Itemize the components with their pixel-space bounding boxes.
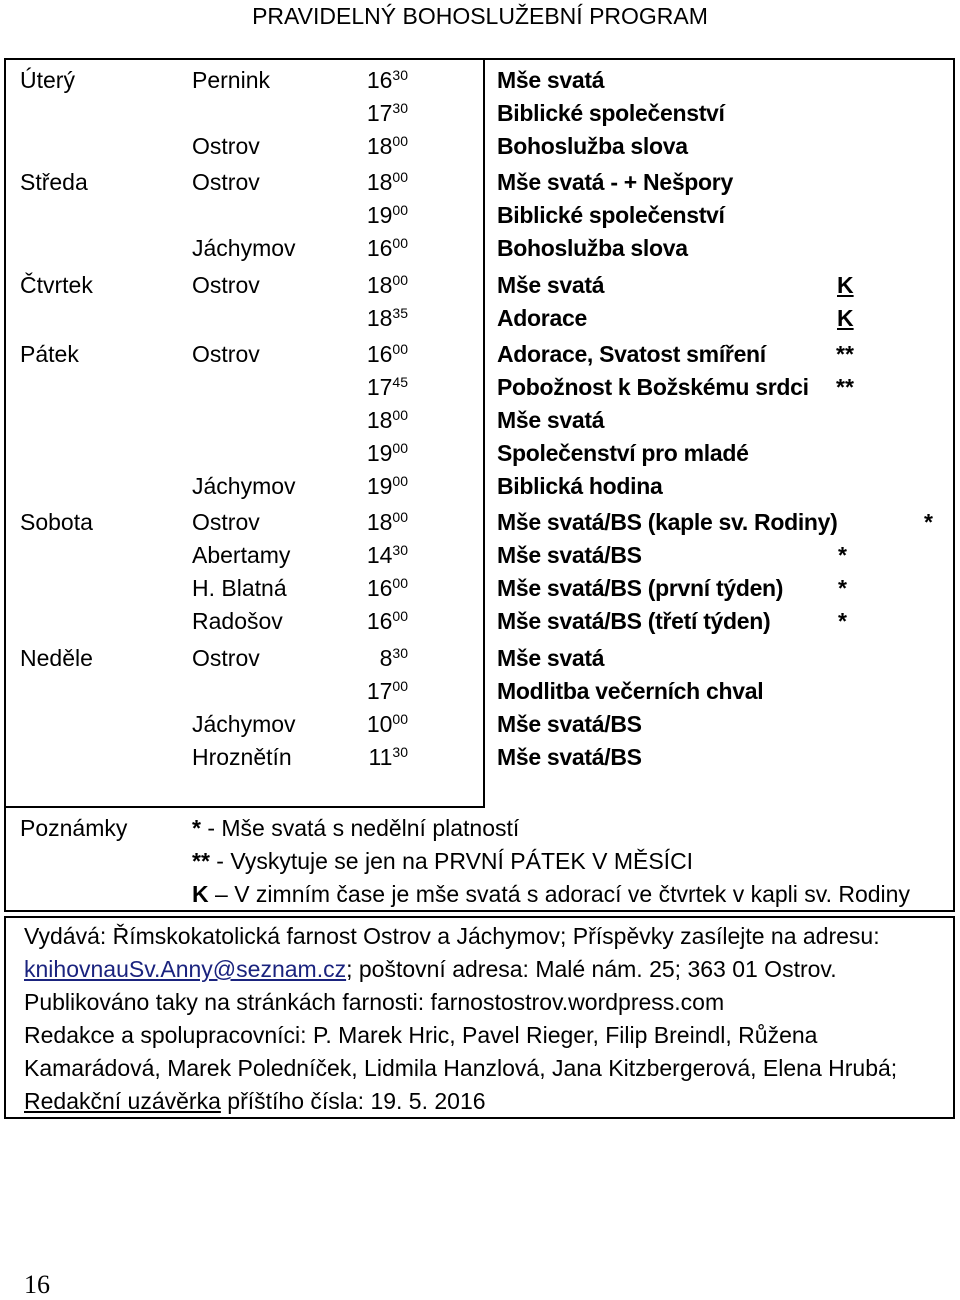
row-mark: **	[836, 341, 854, 367]
schedule-row	[0, 642, 960, 675]
row-place: Ostrov	[192, 272, 260, 298]
time-hour: 11	[368, 744, 393, 770]
row-event: Společenství pro mladé	[497, 440, 749, 466]
row-time	[0, 130, 408, 166]
schedule-row	[0, 199, 960, 232]
schedule-row	[0, 64, 960, 97]
note-line: K – V zimním čase je mše svatá s adorací ve čtvrtek v kapli sv. Rodiny	[192, 881, 910, 907]
time-hour: 8	[379, 645, 393, 671]
row-event: Biblické společenství	[497, 202, 725, 228]
time-minutes: 00	[392, 407, 408, 423]
schedule-row	[0, 741, 960, 774]
row-time	[0, 302, 408, 338]
row-event: Mše svatá	[497, 67, 605, 93]
time-minutes: 00	[392, 341, 408, 357]
time-hour: 14	[366, 542, 393, 568]
schedule-row	[0, 371, 960, 404]
deadline-label: Redakční uzávěrka	[24, 1088, 221, 1114]
time-minutes: 00	[392, 575, 408, 591]
row-mark: **	[836, 374, 854, 400]
time-minutes: 00	[392, 169, 408, 185]
notes-label: Poznámky	[20, 815, 128, 841]
row-event: Adorace	[497, 305, 587, 331]
row-mark: *	[838, 542, 847, 568]
time-hour: 18	[366, 169, 393, 195]
time-minutes: 35	[392, 305, 408, 321]
row-place: Radošov	[192, 608, 283, 634]
time-minutes: 00	[392, 272, 408, 288]
time-hour: 19	[366, 473, 393, 499]
row-place: Jáchymov	[192, 711, 296, 737]
schedule-row	[0, 470, 960, 503]
schedule-row	[0, 675, 960, 708]
row-time	[0, 371, 408, 407]
row-time	[0, 269, 408, 305]
time-minutes: 30	[392, 744, 408, 760]
row-time	[0, 572, 408, 608]
row-event: Biblické společenství	[497, 100, 725, 126]
row-day: Sobota	[20, 509, 93, 535]
time-minutes: 00	[392, 473, 408, 489]
row-event: Mše svatá/BS (první týden)	[497, 575, 784, 601]
row-day: Čtvrtek	[20, 272, 93, 298]
schedule-row	[0, 506, 960, 539]
row-event: Bohoslužba slova	[497, 133, 688, 159]
row-day: Středa	[20, 169, 88, 195]
row-place: Ostrov	[192, 341, 260, 367]
publisher-line: Redakce a spolupracovníci: P. Marek Hric, Pavel Rieger, Filip Breindl, Růžena	[24, 1022, 818, 1048]
row-place: Jáchymov	[192, 473, 296, 499]
time-minutes: 00	[392, 235, 408, 251]
row-event: Mše svatá/BS	[497, 744, 642, 770]
time-minutes: 45	[392, 374, 408, 390]
time-hour: 18	[366, 407, 393, 433]
time-hour: 17	[366, 678, 393, 704]
schedule-row	[0, 437, 960, 470]
schedule-row	[0, 302, 960, 335]
row-event: Adorace, Svatost smíření	[497, 341, 766, 367]
row-place: Pernink	[192, 67, 270, 93]
row-mark: *	[838, 575, 847, 601]
time-minutes: 00	[392, 509, 408, 525]
row-time	[0, 642, 408, 678]
time-minutes: 00	[392, 133, 408, 149]
row-event: Bohoslužba slova	[497, 235, 688, 261]
publisher-line: Publikováno taky na stránkách farnosti: farnostostrov.wordpress.com	[24, 989, 725, 1015]
row-mark: K	[837, 305, 854, 331]
row-place: Hroznětín	[192, 744, 292, 770]
row-mark: K	[837, 272, 854, 298]
notes-divider	[4, 806, 485, 808]
time-hour: 16	[366, 608, 393, 634]
schedule-row	[0, 605, 960, 638]
row-day: Úterý	[20, 67, 75, 93]
row-place: Ostrov	[192, 509, 260, 535]
row-place: H. Blatná	[192, 575, 287, 601]
row-day: Pátek	[20, 341, 79, 367]
row-time	[0, 338, 408, 374]
time-minutes: 00	[392, 608, 408, 624]
schedule-row	[0, 97, 960, 130]
time-minutes: 30	[392, 645, 408, 661]
publisher-info	[24, 920, 944, 1118]
time-hour: 19	[366, 202, 393, 228]
time-hour: 18	[366, 509, 393, 535]
time-hour: 18	[366, 305, 393, 331]
row-event: Mše svatá	[497, 272, 605, 298]
row-time	[0, 232, 408, 268]
page-title: PRAVIDELNÝ BOHOSLUŽEBNÍ PROGRAM	[252, 3, 708, 29]
note-line: * - Mše svatá s nedělní platností	[192, 815, 520, 841]
schedule-row	[0, 130, 960, 163]
row-place: Ostrov	[192, 169, 260, 195]
schedule-row	[0, 572, 960, 605]
row-time	[0, 470, 408, 506]
time-hour: 17	[366, 374, 393, 400]
row-mark: *	[838, 608, 847, 634]
email-link[interactable]: knihovnauSv.Anny@seznam.cz	[24, 956, 347, 982]
schedule-row	[0, 708, 960, 741]
time-minutes: 30	[392, 67, 408, 83]
row-time	[0, 64, 408, 100]
row-event: Mše svatá/BS	[497, 542, 642, 568]
time-hour: 19	[366, 440, 393, 466]
time-hour: 16	[366, 235, 393, 261]
row-time	[0, 605, 408, 641]
row-event: Mše svatá - + Nešpory	[497, 169, 733, 195]
publisher-line: knihovnauSv.Anny@seznam.cz; poštovní adresa: Malé nám. 25; 363 01 Ostrov.	[24, 956, 837, 982]
time-hour: 16	[366, 575, 393, 601]
row-event: Mše svatá/BS	[497, 711, 642, 737]
publisher-line: Vydává: Římskokatolická farnost Ostrov a Jáchymov; Příspěvky zasílejte na adresu:	[24, 923, 880, 949]
row-time	[0, 506, 408, 542]
schedule-row	[0, 269, 960, 302]
time-hour: 17	[366, 100, 393, 126]
time-hour: 16	[366, 67, 393, 93]
page-number: 16	[24, 1270, 50, 1299]
schedule-row	[0, 338, 960, 371]
row-time	[0, 199, 408, 235]
row-time	[0, 437, 408, 473]
row-day: Neděle	[20, 645, 93, 671]
row-event: Mše svatá	[497, 645, 605, 671]
schedule-row	[0, 539, 960, 572]
schedule-row	[0, 166, 960, 199]
publisher-line: Kamarádová, Marek Poledníček, Lidmila Hanzlová, Jana Kitzbergerová, Elena Hrubá;	[24, 1055, 898, 1081]
schedule-row	[0, 232, 960, 265]
row-time	[0, 539, 408, 575]
row-event: Biblická hodina	[497, 473, 663, 499]
row-place: Ostrov	[192, 645, 260, 671]
time-minutes: 30	[392, 100, 408, 116]
time-minutes: 00	[392, 440, 408, 456]
time-hour: 10	[366, 711, 393, 737]
row-time	[0, 404, 408, 440]
time-minutes: 30	[392, 542, 408, 558]
row-time	[0, 97, 408, 133]
row-time	[0, 675, 408, 711]
time-hour: 18	[366, 272, 393, 298]
row-time	[0, 708, 408, 744]
row-time	[0, 166, 408, 202]
publisher-line: Redakční uzávěrka příštího čísla: 19. 5. 2016	[24, 1088, 486, 1114]
time-minutes: 00	[392, 678, 408, 694]
time-hour: 18	[366, 133, 393, 159]
row-event: Modlitba večerních chval	[497, 678, 764, 704]
row-place: Jáchymov	[192, 235, 296, 261]
row-place: Abertamy	[192, 542, 291, 568]
note-line: ** - Vyskytuje se jen na PRVNÍ PÁTEK V MĚSÍCI	[192, 848, 694, 874]
time-minutes: 00	[392, 202, 408, 218]
schedule-row	[0, 404, 960, 437]
row-event: Mše svatá/BS (třetí týden)	[497, 608, 771, 634]
row-place: Ostrov	[192, 133, 260, 159]
time-minutes: 00	[392, 711, 408, 727]
row-event: Mše svatá/BS (kaple sv. Rodiny)	[497, 509, 838, 535]
time-hour: 16	[366, 341, 393, 367]
row-event: Mše svatá	[497, 407, 605, 433]
row-mark: *	[924, 509, 933, 535]
row-event: Pobožnost k Božskému srdci	[497, 374, 809, 400]
row-time	[0, 741, 408, 777]
